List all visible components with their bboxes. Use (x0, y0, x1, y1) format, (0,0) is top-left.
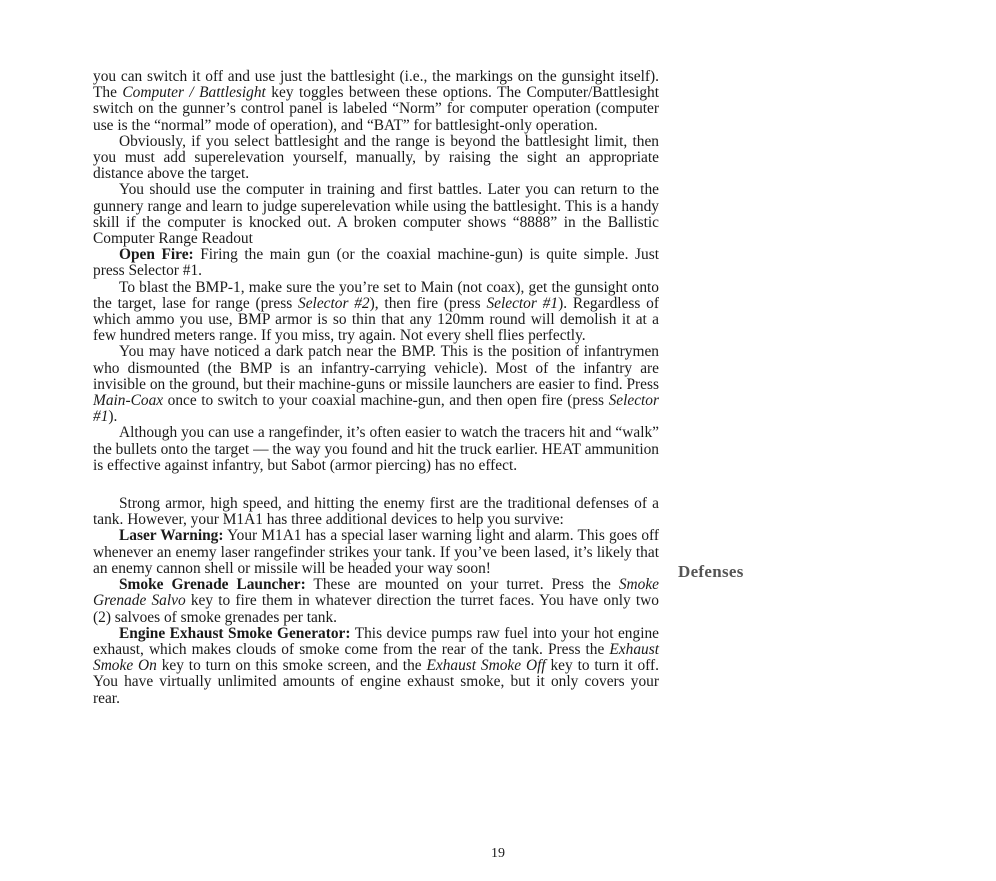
body-text-column (93, 69, 659, 707)
run-in-heading-open-fire: Open Fire: (119, 246, 194, 264)
text-run: once to switch to your coaxial machine-gun, and then open fire (press (163, 392, 609, 410)
paragraph-smoke-grenade (93, 577, 659, 626)
paragraph-blast-bmp (93, 280, 659, 345)
key-name-exhaust-smoke-off: Exhaust Smoke Off (426, 657, 546, 675)
text-run: To blast the BMP-1, make sure the you’re set to Main (not coax), get the gunsight onto the target, lase for range (press (93, 278, 659, 312)
text-run: key to fire them in whatever direction the turret faces. You have only two (2) salvoes of smoke grenades per tank. (93, 592, 659, 626)
text-run: key toggles between these options. The Computer/Battlesight switch on the gunner’s control panel is labeled “Norm” for computer operation (computer use is the “normal” mode of operation), and “BAT” for battlesight-only operation. (93, 84, 659, 134)
run-in-heading-laser-warning: Laser Warning: (119, 527, 224, 545)
paragraph-superelevation: Obviously, if you select battlesight and the range is beyond the battlesight limit, then you must add superelevation yourself, manually, by raising the sight an appropriate distance above the target. (93, 132, 659, 183)
key-name-smoke-grenade-salvo: Smoke Grenade Salvo (93, 576, 660, 610)
paragraph-battlesight-switch (93, 69, 659, 134)
run-in-heading-exhaust-smoke: Engine Exhaust Smoke Generator: (119, 624, 351, 642)
key-name-selector-1: Selector #1 (486, 294, 559, 312)
text-run: ), then fire (press (369, 294, 487, 312)
text-run: key to turn on this smoke screen, and the (156, 657, 427, 675)
key-name-selector-1: Selector #1 (93, 392, 659, 426)
text-run: ). (108, 408, 118, 426)
key-name-exhaust-smoke-on: Exhaust Smoke On (93, 640, 659, 675)
paragraph-tracers: Although you can use a rangefinder, it’s often easier to watch the tracers hit and “walk” the bullets onto the target — the way you found and hit the truck earlier. HEAT ammunition is effective against infantry, but Sabot (armor piercing) has no effect. (93, 424, 659, 474)
paragraph-defenses-intro: Strong armor, high speed, and hitting the enemy first are the traditional defenses of a tank. However, your M1A1 has three additional devices to help you survive: (93, 495, 659, 529)
text-run: key to turn it off. You have virtually unlimited amounts of engine exhaust smoke, but it only covers your rear. (93, 657, 659, 707)
text-run: ). Regardless of which ammo you use, BMP armor is so thin that any 120mm round will demolish it at a few hundred meters range. If you miss, try again. Not every shell flies perfectly. (93, 294, 659, 345)
paragraph-training: You should use the computer in training and first battles. Later you can return to the gunnery range and learn to judge superelevation while using the battlesight. This is a handy skill if the computer is knocked out. A broken computer shows “8888” in the Ballistic Computer Range Readout (93, 181, 659, 248)
text-run: Your M1A1 has a special laser warning light and alarm. This goes off whenever an enemy laser rangefinder strikes your tank. If you’ve been lased, it’s likely that an enemy cannon shell or missile will be headed your way soon! (93, 527, 660, 577)
run-in-heading-smoke-grenade: Smoke Grenade Launcher: (119, 576, 306, 594)
key-name-computer-battlesight: Computer / Battlesight (122, 84, 266, 102)
key-name-main-coax: Main-Coax (93, 392, 164, 410)
paragraph-open-fire (93, 247, 659, 279)
paragraph-laser-warning (93, 528, 659, 577)
key-name-selector-2: Selector #2 (298, 294, 370, 312)
text-run: These are mounted on your turret. Press the (305, 576, 619, 594)
text-run: You may have noticed a dark patch near the BMP. This is the position of infantrymen who dismounted (the BMP is an infantry-carrying vehicle). Most of the infantry are invisible on the ground, but their machine-guns or missile launchers are easier to find. Press (93, 343, 659, 393)
section-heading-defenses: Defenses (678, 562, 744, 581)
paragraph-infantry (93, 344, 659, 425)
text-run: This device pumps raw fuel into your hot engine exhaust, which makes clouds of smoke come from the rear of the tank. Press the (93, 624, 659, 658)
page-number: 19 (491, 846, 505, 861)
text-run: you can switch it off and use just the battlesight (i.e., the markings on the gunsight itself). The (93, 68, 659, 102)
text-run: Firing the main gun (or the coaxial machine-gun) is quite simple. Just press Selector #1. (93, 246, 659, 280)
paragraph-exhaust-smoke (93, 626, 659, 707)
